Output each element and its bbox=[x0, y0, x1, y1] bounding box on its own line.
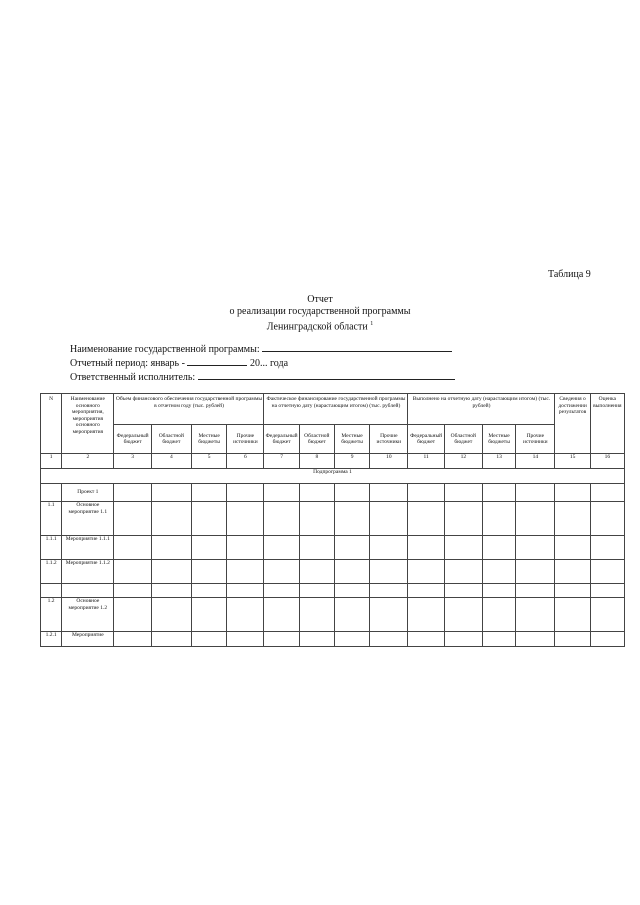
subprogram-row bbox=[41, 469, 625, 484]
table-row bbox=[41, 598, 625, 632]
header-row-sub bbox=[41, 425, 625, 454]
header-fact: Фактическое финансирование государственной программы на отчетную дату (нарастающим итогом) (тыс. рублей) bbox=[264, 394, 408, 425]
title-line-3: Ленинградской области $^1$ bbox=[266, 321, 374, 333]
period-year: 20... года bbox=[249, 358, 289, 369]
header-results: Сведения о достижении результатов bbox=[555, 394, 590, 454]
period-field bbox=[70, 356, 455, 370]
column-number: 6 bbox=[227, 454, 264, 469]
report-table bbox=[40, 393, 625, 647]
header-name: Наименование основного мероприятия, мероприятия основного мероприятия bbox=[62, 394, 114, 454]
column-number: 10 bbox=[370, 454, 408, 469]
row-name: Проект 1 bbox=[62, 484, 114, 502]
header-row-top bbox=[41, 394, 625, 425]
header-regional: Областной бюджет bbox=[151, 425, 191, 454]
header-assessment: Оценка выполнения bbox=[590, 394, 624, 454]
title-line-1: Отчет bbox=[307, 294, 333, 305]
row-number: 1.1.2 bbox=[41, 560, 62, 584]
column-number: 4 bbox=[151, 454, 191, 469]
header-regional: Областной бюджет bbox=[444, 425, 482, 454]
column-number: 5 bbox=[192, 454, 227, 469]
column-number: 8 bbox=[299, 454, 334, 469]
row-number: 1.2.1 bbox=[41, 632, 62, 647]
header-n: N bbox=[41, 394, 62, 454]
period-line bbox=[187, 356, 247, 366]
table-row bbox=[41, 502, 625, 536]
row-number bbox=[41, 584, 62, 598]
executor-field bbox=[70, 370, 455, 384]
row-name bbox=[62, 584, 114, 598]
table-row bbox=[41, 560, 625, 584]
header-local: Местные бюджеты bbox=[334, 425, 369, 454]
column-number: 3 bbox=[114, 454, 151, 469]
program-name-field bbox=[70, 342, 455, 356]
table-label: Таблица 9 bbox=[548, 269, 591, 280]
column-number: 7 bbox=[264, 454, 299, 469]
column-number: 2 bbox=[62, 454, 114, 469]
column-number: 15 bbox=[555, 454, 590, 469]
header-done: Выполнено на отчетную дату (нарастающим итогом) (тыс. рублей) bbox=[408, 394, 555, 425]
header-other: Прочие источники bbox=[516, 425, 555, 454]
period-label: Отчетный период: январь - bbox=[70, 358, 185, 369]
row-name: Основное мероприятие 1.2 bbox=[62, 598, 114, 632]
program-name-label: Наименование государственной программы: bbox=[70, 344, 260, 355]
program-name-line bbox=[262, 342, 452, 352]
column-number: 9 bbox=[334, 454, 369, 469]
table-row bbox=[41, 632, 625, 647]
column-number: 16 bbox=[590, 454, 624, 469]
row-number: 1.2 bbox=[41, 598, 62, 632]
report-fields bbox=[70, 342, 455, 384]
row-name: Основное мероприятие 1.1 bbox=[62, 502, 114, 536]
row-name: Мероприятие 1.1.1 bbox=[62, 536, 114, 560]
column-number: 11 bbox=[408, 454, 444, 469]
header-federal: Федеральный бюджет bbox=[264, 425, 299, 454]
table-row bbox=[41, 484, 625, 502]
header-local: Местные бюджеты bbox=[482, 425, 515, 454]
executor-line bbox=[198, 370, 455, 380]
column-number-row bbox=[41, 454, 625, 469]
column-number: 1 bbox=[41, 454, 62, 469]
row-number bbox=[41, 484, 62, 502]
column-number: 12 bbox=[444, 454, 482, 469]
header-other: Прочие источники bbox=[227, 425, 264, 454]
footnote-mark: 1 bbox=[370, 321, 374, 327]
header-federal: Федеральный бюджет bbox=[408, 425, 444, 454]
header-local: Местные бюджеты bbox=[192, 425, 227, 454]
executor-label: Ответственный исполнитель: bbox=[70, 372, 196, 383]
title-line-2: о реализации государственной программы bbox=[229, 306, 411, 317]
row-number: 1.1.1 bbox=[41, 536, 62, 560]
subprogram-title: Подпрограмма 1 bbox=[41, 469, 625, 484]
header-regional: Областной бюджет bbox=[299, 425, 334, 454]
header-other: Прочие источники bbox=[370, 425, 408, 454]
row-name: Мероприятие 1.1.2 bbox=[62, 560, 114, 584]
row-number: 1.1 bbox=[41, 502, 62, 536]
column-number: 13 bbox=[482, 454, 515, 469]
header-federal: Федеральный бюджет bbox=[114, 425, 151, 454]
table-row bbox=[41, 536, 625, 560]
report-title bbox=[0, 294, 640, 333]
row-name: Мероприятие bbox=[62, 632, 114, 647]
column-number: 14 bbox=[516, 454, 555, 469]
table-row bbox=[41, 584, 625, 598]
header-plan: Объем финансового обеспечения государственной программы в отчетном году (тыс. рублей) bbox=[114, 394, 264, 425]
